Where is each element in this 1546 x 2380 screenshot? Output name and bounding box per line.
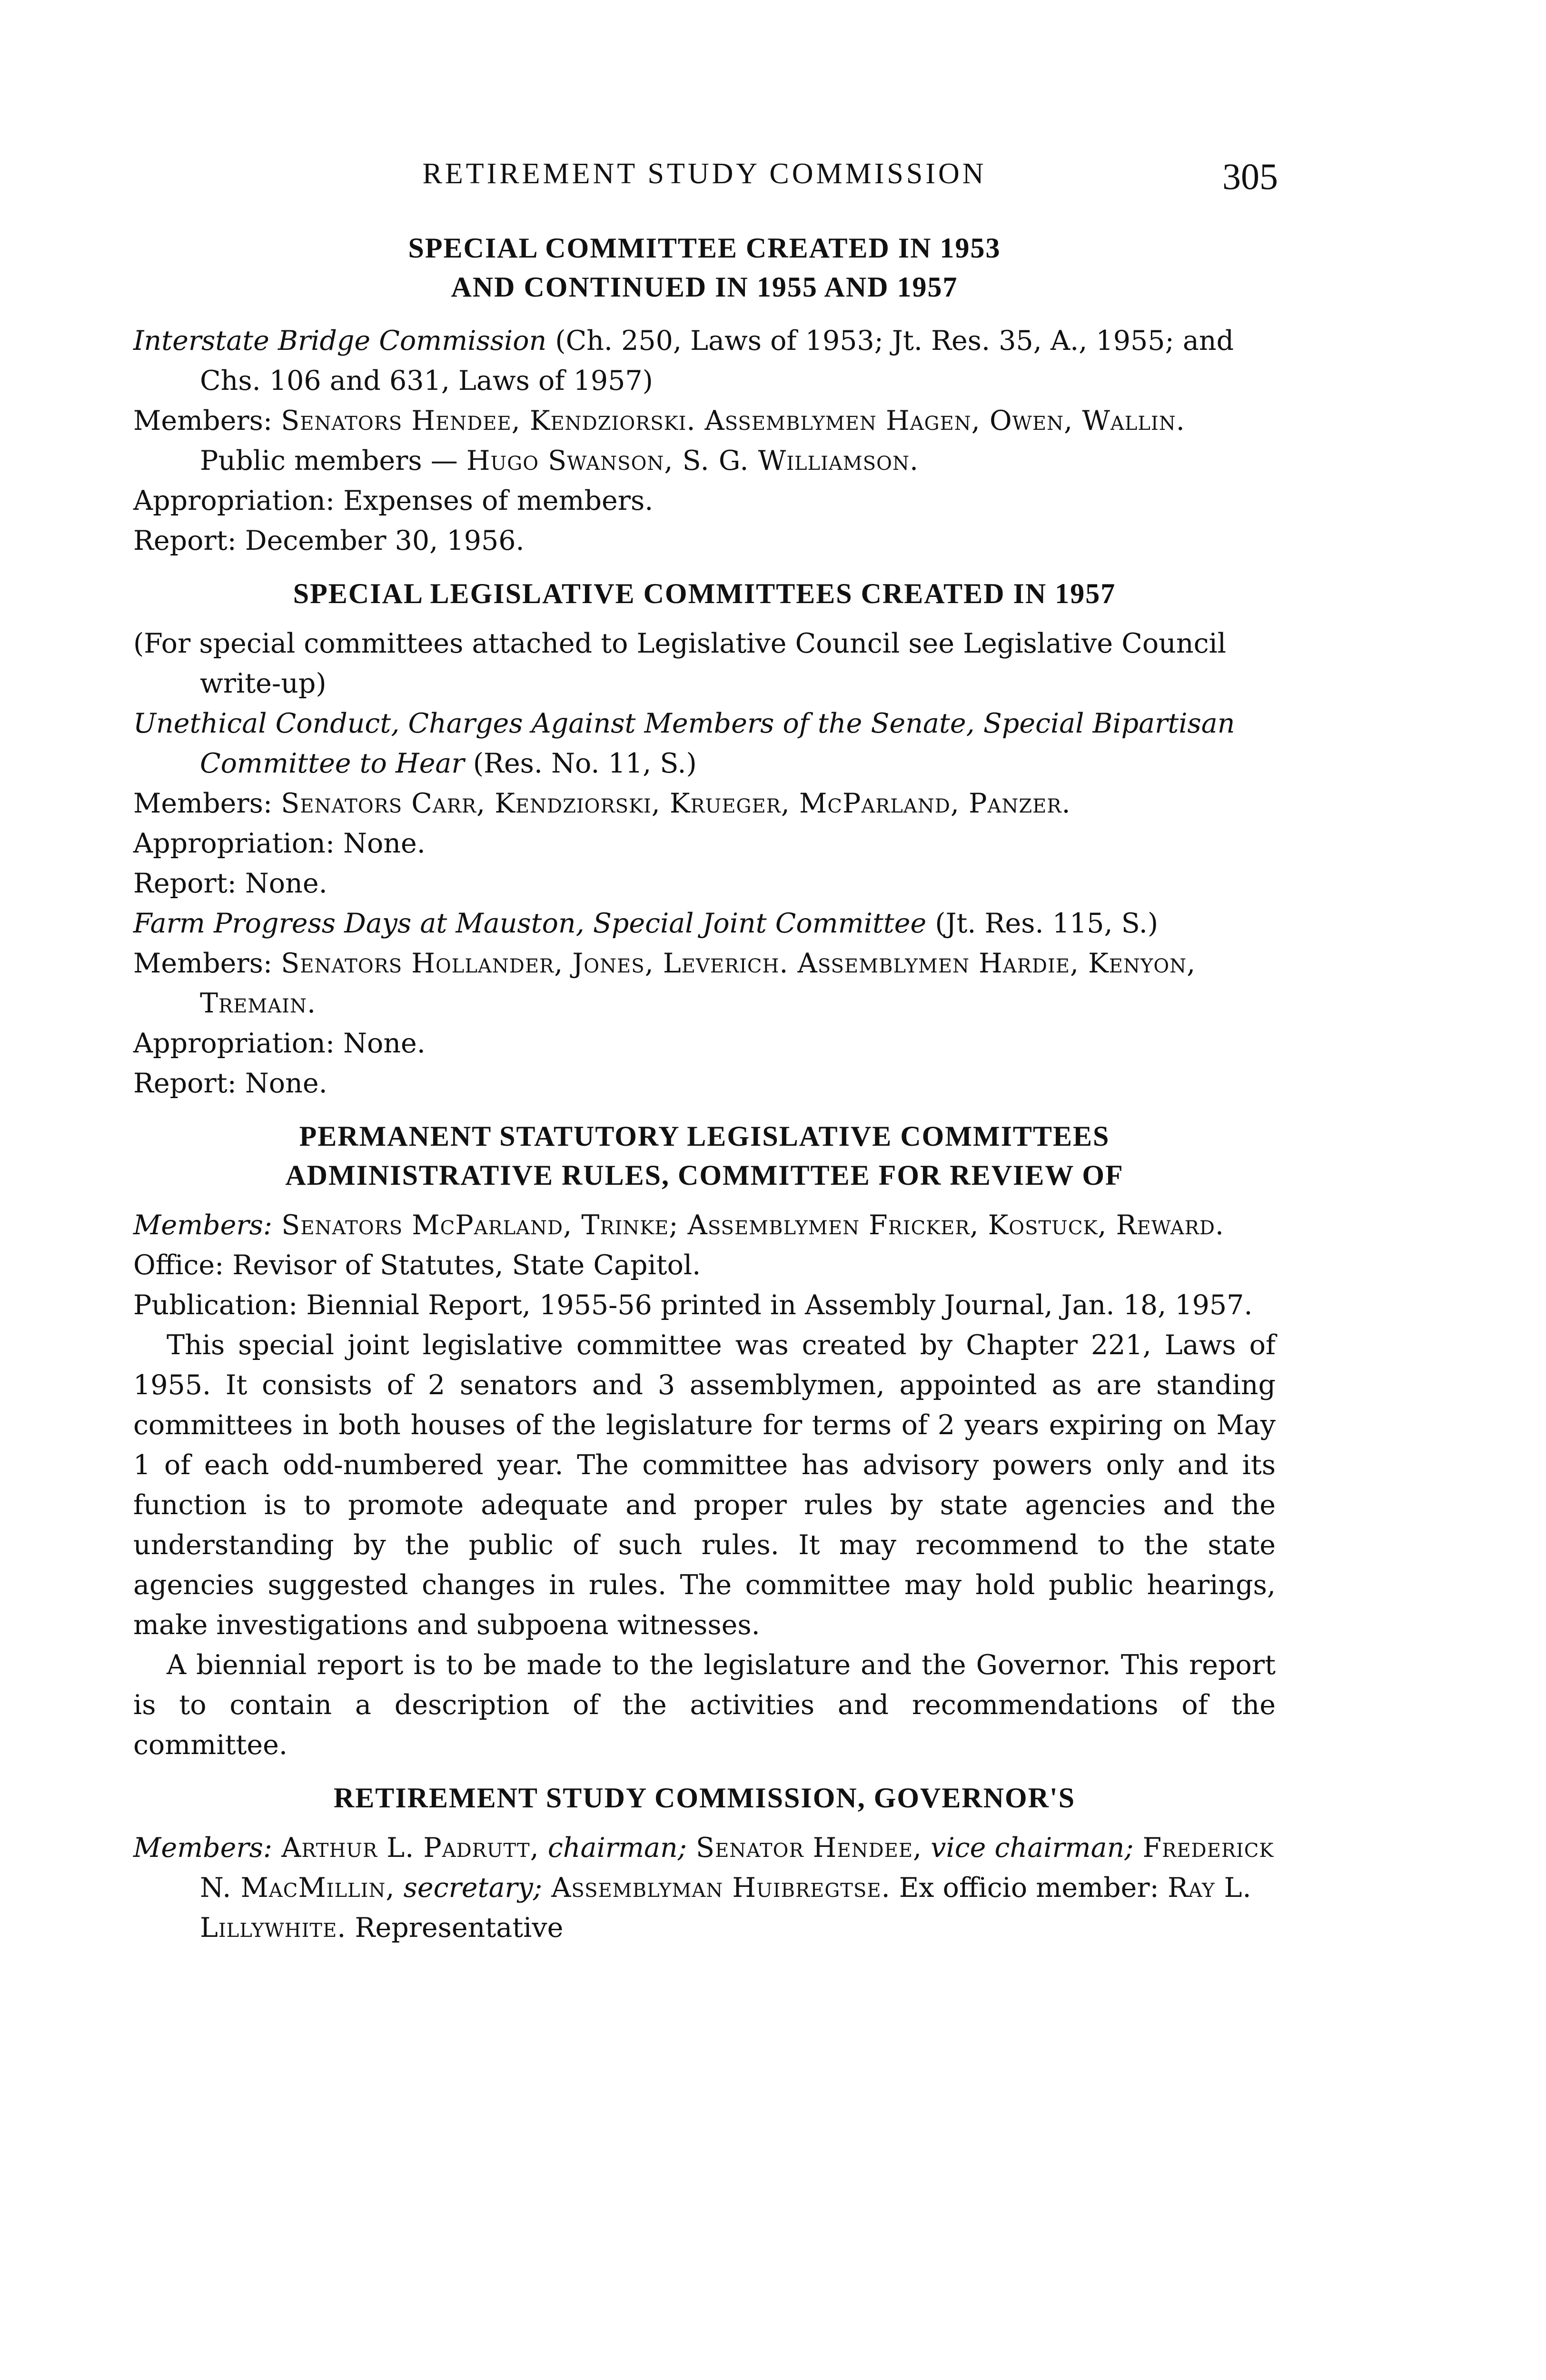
member-names: Assemblyman Huibregtse. [542,1872,891,1904]
member-names: Senators Hollander, Jones, Leverich. Assemblymen Hardie, Kenyon, Tremain. [200,948,1196,1019]
entry-text: (Jt. Res. 115, S.) [926,908,1159,939]
entry-appropriation: Appropriation: None. [133,828,426,859]
member-names: Hugo Swanson, S. G. Williamson. [466,445,919,476]
section-heading-line: SPECIAL COMMITTEE CREATED IN 1953 [408,232,1001,264]
entry-report: Report: None. [133,868,327,899]
entry-text: Ex officio member: [890,1872,1168,1904]
entry-unethical-conduct [133,704,1276,783]
member-names: Assemblymen Fricker, Kostuck, Reward. [678,1210,1225,1241]
entry-members [133,1205,1276,1245]
entry-text: (Ch. 250, Laws of 1953; Jt. Res. 35, A., 1955; and Chs. 106 and 631, Laws of 1957) [200,325,1234,397]
section-heading-line: AND CONTINUED IN 1955 AND 1957 [451,271,958,303]
section-heading-1953 [133,228,1276,307]
entry-label: Members: [133,1210,273,1241]
entry-text: Public members — [200,445,466,476]
committee-name: Farm Progress Days at Mauston, Special Joint Committee [133,908,927,939]
entry-text: Representative [346,1912,564,1944]
entry-appropriation: Appropriation: Expenses of members. [133,485,654,516]
member-role: vice chairman; [922,1832,1134,1864]
section-heading-line: ADMINISTRATIVE RULES, COMMITTEE FOR REVIEW OF [285,1160,1124,1191]
member-names: Senators Hendee, Kendziorski. Assemblymen Hagen, Owen, Wallin. [281,405,1185,436]
page [133,157,1276,1948]
member-names: Senators Carr, Kendziorski, Krueger, McParland, Panzer. [281,788,1071,819]
entry-label: Members: [133,405,281,436]
section-heading-retirement [133,1778,1276,1817]
member-names: Senators McParland, Trinke; [272,1210,679,1241]
section-heading-permanent [133,1117,1276,1195]
entry-publication: Publication: Biennial Report, 1955-56 printed in Assembly Journal, Jan. 18, 1957. [133,1289,1253,1321]
running-head-title: RETIREMENT STUDY COMMISSION [422,158,987,190]
entry-farm-progress [133,903,1276,943]
entry-label: Members: [133,948,281,979]
entry-appropriation: Appropriation: None. [133,1028,426,1059]
member-names: Arthur L. Padrutt, [272,1832,539,1864]
page-number: 305 [1222,156,1278,197]
entry-report: Report: December 30, 1956. [133,525,525,556]
entry-members [133,783,1276,823]
entry-members [133,943,1276,1023]
member-role: secretary; [395,1872,543,1904]
section-heading-line: RETIREMENT STUDY COMMISSION, GOVERNOR'S [333,1782,1076,1814]
member-names: Frederick N. MacMillin, [200,1832,1274,1904]
member-names: Ray L. Lillywhite. [200,1872,1252,1944]
running-head [133,157,1276,214]
body-paragraph: This special joint legislative committee was created by Chapter 221, Laws of 1955. It consists of 2 senators and 3 assemblymen, appointed as are standing committees in both houses of the legislature for terms of 2 years expiring on May 1 of each odd-numbered year. The committee has advisory powers only and its function is to promote adequate and proper rules by state agencies and the understanding by the public of such rules. It may recommend to the state agencies suggested changes in rules. The committee may hold public hearings, make investigations and subpoena witnesses. [133,1329,1276,1641]
entry-members [133,1828,1276,1948]
entry-interstate-bridge [133,321,1276,401]
entry-text: (Res. No. 11, S.) [464,748,697,779]
entry-label: Members: [133,1832,273,1864]
member-role: chairman; [539,1832,687,1864]
entry-note: (For special committees attached to Legislative Council see Legislative Council write-up) [133,628,1226,699]
committee-name: Interstate Bridge Commission [133,325,547,357]
section-heading-line: SPECIAL LEGISLATIVE COMMITTEES CREATED IN 1957 [293,578,1116,609]
committee-name: Unethical Conduct, Charges Against Members of the Senate, Special Bipartisan Committee to Hear [133,708,1235,779]
entry-label: Members: [133,788,281,819]
entry-report: Report: None. [133,1068,327,1099]
section-heading-line: PERMANENT STATUTORY LEGISLATIVE COMMITTEES [299,1121,1110,1152]
member-names: Senator Hendee, [686,1832,922,1864]
entry-office: Office: Revisor of Statutes, State Capitol. [133,1250,701,1281]
body-paragraph: A biennial report is to be made to the legislature and the Governor. This report is to contain a description of the activities and recommendations of the committee. [133,1649,1276,1761]
section-heading-1957 [133,574,1276,613]
entry-members [133,401,1276,481]
